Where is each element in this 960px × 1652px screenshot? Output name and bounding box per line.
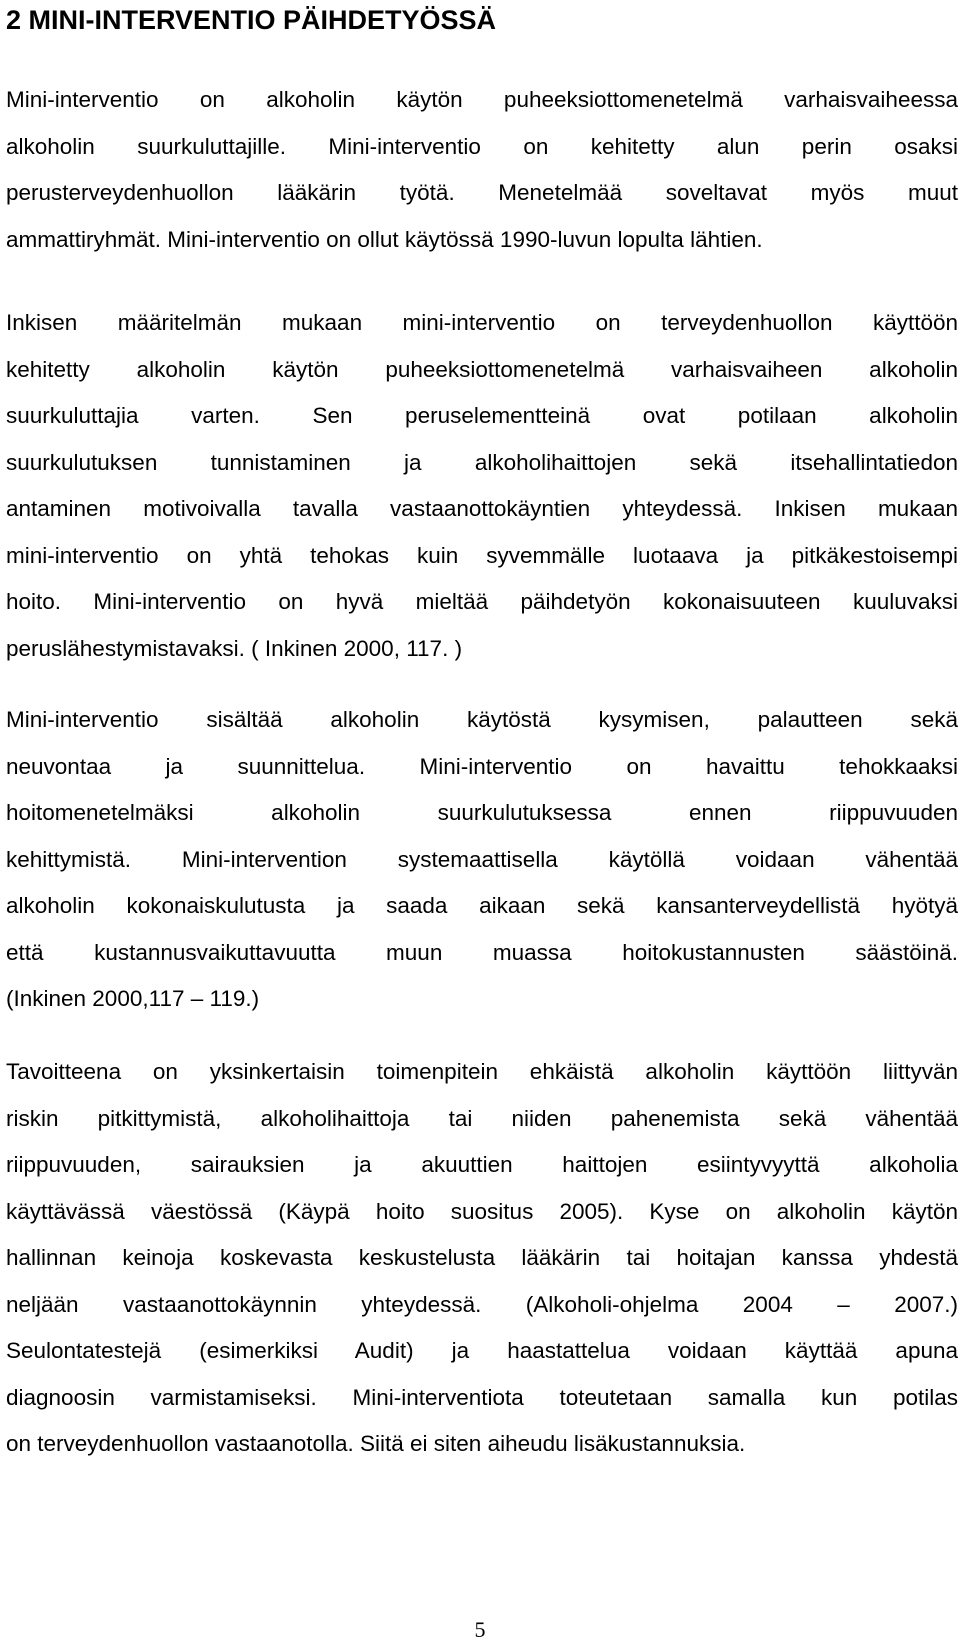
paragraph-line: on terveydenhuollon vastaanotolla. Siitä ei siten aiheudu lisäkustannuksia. <box>6 1431 746 1456</box>
paragraph-3 <box>6 697 958 1023</box>
paragraph-line: Mini-interventio on alkoholin käytön puheeksiottomenetelmä varhaisvaiheessa <box>6 87 958 112</box>
paragraph-1 <box>6 77 958 263</box>
paragraph-line: neuvontaa ja suunnittelua. Mini-interventio on havaittu tehokkaaksi <box>6 753 958 779</box>
section-heading: 2 MINI-INTERVENTIO PÄIHDETYÖSSÄ <box>6 5 497 35</box>
paragraph-line: alkoholin suurkuluttajille. Mini-interventio on kehitetty alun perin osaksi <box>6 133 958 159</box>
paragraph-4 <box>6 1049 958 1468</box>
paragraph-line: alkoholin kokonaiskulutusta ja saada aikaan sekä kansanterveydellistä hyötyä <box>6 893 958 918</box>
paragraph-line: kehittymistä. Mini-intervention systemaattisella käytöllä voidaan vähentää <box>6 846 958 872</box>
paragraph-line: Mini-interventio sisältää alkoholin käytöstä kysymisen, palautteen sekä <box>6 707 958 732</box>
paragraph-line: riippuvuuden, sairauksien ja akuuttien haittojen esiintyvyyttä alkoholia <box>6 1152 958 1177</box>
paragraph-line: että kustannusvaikuttavuutta muun muassa hoitokustannusten säästöinä. <box>6 939 958 965</box>
paragraph-line: hallinnan keinoja koskevasta keskustelusta lääkärin tai hoitajan kanssa yhdestä <box>6 1245 958 1270</box>
paragraph-line: neljään vastaanottokäynnin yhteydessä. (Alkoholi-ohjelma 2004 – 2007.) <box>6 1291 958 1317</box>
paragraph-line: diagnoosin varmistamiseksi. Mini-interventiota toteutetaan samalla kun potilas <box>6 1384 958 1410</box>
paragraph-line: suurkuluttajia varten. Sen peruselementteinä ovat potilaan alkoholin <box>6 403 958 428</box>
paragraph-line: mini-interventio on yhtä tehokas kuin syvemmälle luotaava ja pitkäkestoisempi <box>6 542 958 568</box>
paragraph-line: hoitomenetelmäksi alkoholin suurkulutuksessa ennen riippuvuuden <box>6 800 958 825</box>
page-number: 5 <box>474 1617 486 1642</box>
paragraph-2 <box>6 300 958 672</box>
paragraph-line: suurkulutuksen tunnistaminen ja alkoholihaittojen sekä itsehallintatiedon <box>6 449 958 475</box>
paragraph-line: perusterveydenhuollon lääkärin työtä. Menetelmää soveltavat myös muut <box>6 180 958 205</box>
paragraph-line: Tavoitteena on yksinkertaisin toimenpitein ehkäistä alkoholin käyttöön liittyvän <box>6 1059 958 1084</box>
paragraph-line: antaminen motivoivalla tavalla vastaanottokäyntien yhteydessä. Inkisen mukaan <box>6 496 958 521</box>
paragraph-line: Inkisen määritelmän mukaan mini-interventio on terveydenhuollon käyttöön <box>6 310 958 335</box>
paragraph-line: hoito. Mini-interventio on hyvä mieltää päihdetyön kokonaisuuteen kuuluvaksi <box>6 589 958 614</box>
paragraph-line: käyttävässä väestössä (Käypä hoito suositus 2005). Kyse on alkoholin käytön <box>6 1198 958 1224</box>
paragraph-line: peruslähestymistavaksi. ( Inkinen 2000, 117. ) <box>6 635 463 661</box>
paragraph-line: riskin pitkittymistä, alkoholihaittoja tai niiden pahenemista sekä vähentää <box>6 1105 958 1131</box>
paragraph-line: ammattiryhmät. Mini-interventio on ollut käytössä 1990-luvun lopulta lähtien. <box>6 226 763 252</box>
paragraph-line: (Inkinen 2000,117 – 119.) <box>6 986 260 1011</box>
paragraph-line: kehitetty alkoholin käytön puheeksiottomenetelmä varhaisvaiheen alkoholin <box>6 356 958 382</box>
paragraph-line: Seulontatestejä (esimerkiksi Audit) ja haastattelua voidaan käyttää apuna <box>6 1338 958 1363</box>
